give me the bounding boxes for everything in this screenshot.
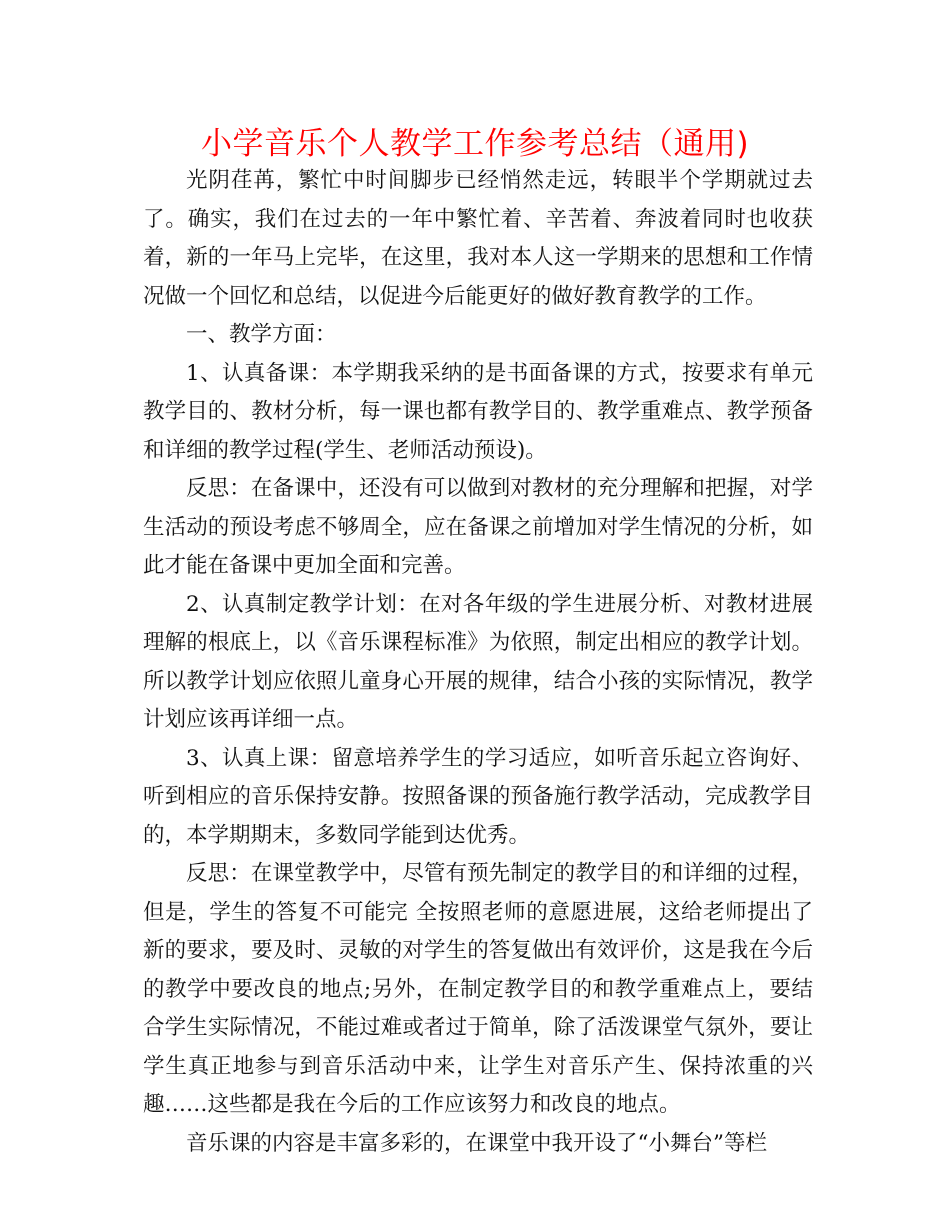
- paragraph-music-content: 音乐课的内容是丰富多彩的，在课堂中我开设了“小舞台”等栏: [186, 1130, 767, 1156]
- paragraph-reflection-2: 反思：在课堂教学中，尽管有预先制定的教学目的和详细的过程，但是，学生的答复不可能完 全按照老师的意愿进展，这给老师提出了新的要求，要及时、灵敏的对学生的答复做出有效评价，这是我在今后的教学中要改良的地点;另外，在制定教学目的和教学重难点上，要结合学生实际情况，不能过难或者过于简单，除了活泼课堂气氛外，要让学生真正地参与到音乐活动中来，让学生对音乐产生、保持浓重的兴趣……这些都是我在今后的工作应该努力和改良的地点。: [143, 861, 813, 1117]
- heading-teaching: 一、教学方面：: [186, 322, 337, 347]
- paragraph-teaching-plan: 2、认真制定教学计划：在对各年级的学生进展分析、对教材进展理解的根底上，以《音乐课程标准》为依照，制定出相应的教学计划。所以教学计划应依照儿童身心开展的规律，结合小孩的实际情况，教学计划应该再详细一点。: [143, 591, 813, 732]
- document-body: [143, 162, 813, 1163]
- paragraph-reflection-1: 反思：在备课中，还没有可以做到对教材的充分理解和把握，对学生活动的预设考虑不够周全，应在备课之前增加对学生情况的分析，如此才能在备课中更加全面和完善。: [143, 476, 813, 578]
- paragraph-lesson-prep: 1、认真备课：本学期我采纳的是书面备课的方式，按要求有单元教学目的、教材分析，每一课也都有教学目的、教学重难点、教学预备和详细的教学过程(学生、老师活动预设)。: [143, 360, 813, 463]
- paragraph-intro: 光阴荏苒，繁忙中时间脚步已经悄然走远，转眼半个学期就过去了。确实，我们在过去的一年中繁忙着、辛苦着、奔波着同时也收获着，新的一年马上完毕，在这里，我对本人这一学期来的思想和工作情况做一个回忆和总结，以促进今后能更好的做好教育教学的工作。: [143, 168, 813, 309]
- document-title: 小学音乐个人教学工作参考总结（通用): [200, 126, 750, 162]
- paragraph-class-teaching: 3、认真上课：留意培养学生的学习适应，如听音乐起立咨询好、听到相应的音乐保持安静。按照备课的预备施行教学活动，完成教学目的，本学期期末，多数同学能到达优秀。: [143, 745, 813, 848]
